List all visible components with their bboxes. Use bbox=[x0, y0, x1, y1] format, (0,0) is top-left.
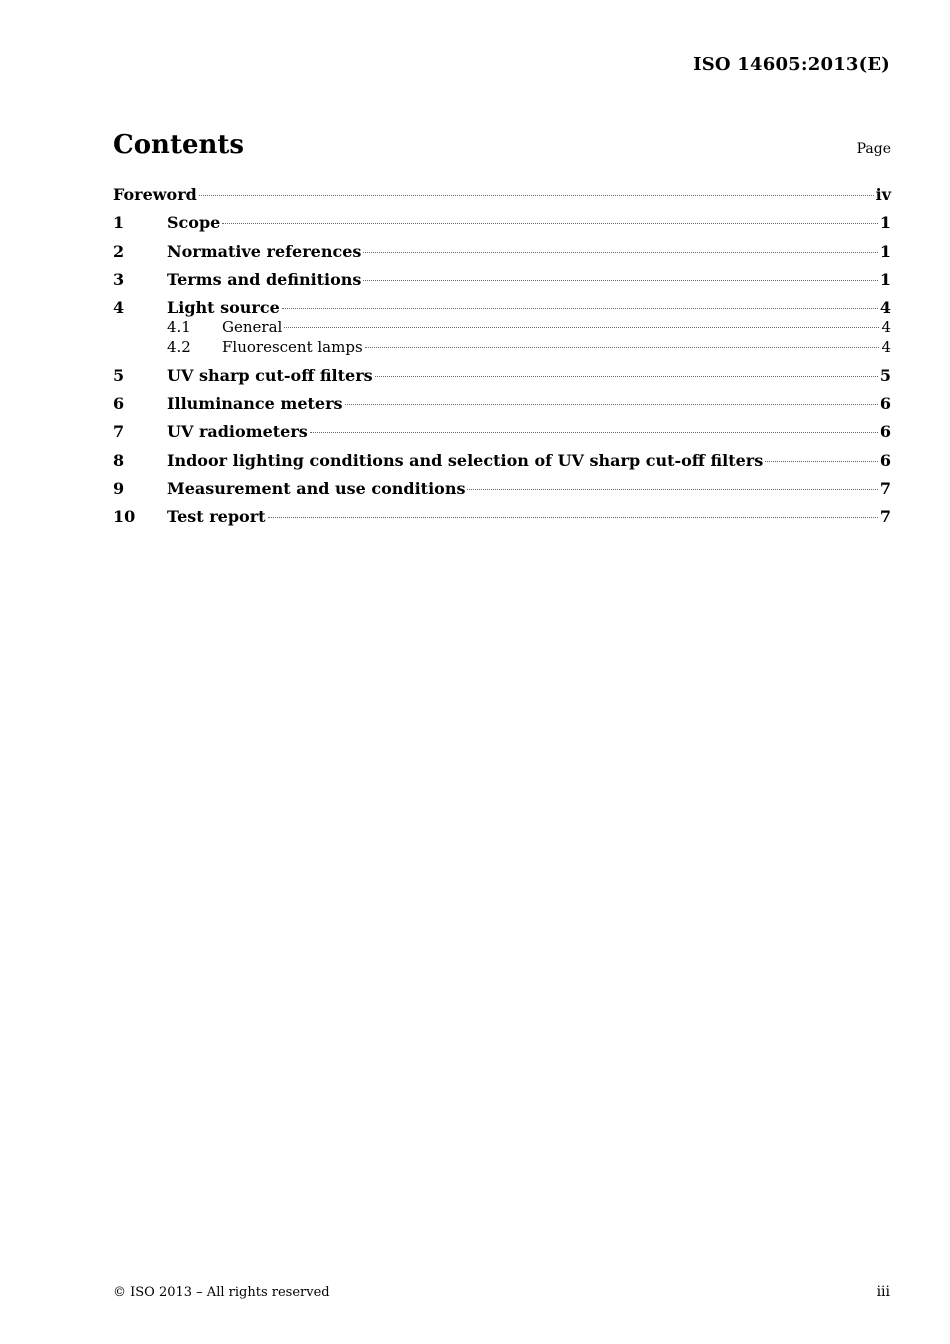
toc-entry-title: General bbox=[222, 318, 283, 337]
toc-entry-number: 4.2 bbox=[167, 337, 191, 356]
document-id: ISO 14605:2013(E) bbox=[693, 54, 890, 75]
toc-entry-number: 8 bbox=[113, 450, 125, 470]
toc-entry-title: Measurement and use conditions bbox=[167, 478, 466, 498]
toc-entry-uv-sharp-cut-off-filters[interactable] bbox=[113, 366, 891, 394]
dot-leader bbox=[199, 195, 874, 196]
toc-entry-title: Normative references bbox=[167, 241, 362, 261]
contents-header bbox=[113, 130, 891, 160]
page-number: iii bbox=[876, 1284, 890, 1300]
copyright-notice: © ISO 2013 – All rights reserved bbox=[113, 1285, 330, 1300]
toc-entry-foreword[interactable] bbox=[113, 185, 891, 213]
toc-entry-illuminance-meters[interactable] bbox=[113, 394, 891, 422]
toc-entry-number: 5 bbox=[113, 365, 125, 385]
dot-leader bbox=[345, 404, 878, 405]
dot-leader bbox=[282, 308, 878, 309]
toc-entry-scope[interactable] bbox=[113, 213, 891, 241]
toc-entry-title: Foreword bbox=[113, 185, 197, 204]
toc-subentry-general[interactable] bbox=[113, 318, 891, 338]
toc-entry-page: 7 bbox=[879, 478, 891, 498]
toc-entry-number: 4 bbox=[113, 298, 125, 318]
toc-entry-terms-and-definitions[interactable] bbox=[113, 270, 891, 298]
toc-entry-number: 10 bbox=[113, 507, 136, 527]
toc-entry-title: Scope bbox=[167, 213, 221, 233]
toc-entry-page: 6 bbox=[879, 422, 891, 442]
toc-entry-uv-radiometers[interactable] bbox=[113, 422, 891, 450]
toc-entry-page: 1 bbox=[879, 213, 891, 233]
dot-leader bbox=[467, 489, 877, 490]
dot-leader bbox=[365, 347, 880, 348]
toc-entry-title: Fluorescent lamps bbox=[222, 337, 363, 356]
dot-leader bbox=[222, 223, 878, 224]
dot-leader bbox=[363, 252, 877, 253]
toc-entry-title: UV sharp cut-off filters bbox=[167, 365, 373, 385]
toc-entry-page: 4 bbox=[881, 318, 891, 337]
toc-entry-number: 1 bbox=[113, 213, 125, 233]
table-of-contents bbox=[113, 185, 891, 535]
toc-entry-page: 4 bbox=[881, 337, 891, 356]
toc-entry-test-report[interactable] bbox=[113, 507, 891, 535]
toc-entry-number: 6 bbox=[113, 393, 125, 413]
toc-entry-page: 6 bbox=[879, 450, 891, 470]
toc-entry-title: Test report bbox=[167, 507, 266, 527]
toc-subentry-fluorescent-lamps[interactable] bbox=[113, 338, 891, 366]
toc-entry-number: 9 bbox=[113, 478, 125, 498]
toc-entry-page: iv bbox=[875, 185, 891, 204]
page-column-label: Page bbox=[856, 141, 891, 157]
toc-entry-title: Light source bbox=[167, 298, 280, 318]
contents-title: Contents bbox=[113, 130, 245, 160]
toc-entry-title: UV radiometers bbox=[167, 422, 308, 442]
toc-entry-title: Indoor lighting conditions and selection of UV sharp cut-off filters bbox=[167, 450, 764, 470]
dot-leader bbox=[765, 461, 878, 462]
toc-entry-number: 7 bbox=[113, 422, 125, 442]
toc-entry-number: 2 bbox=[113, 241, 125, 261]
toc-entry-page: 1 bbox=[879, 269, 891, 289]
toc-entry-page: 4 bbox=[879, 298, 891, 318]
toc-entry-page: 5 bbox=[879, 365, 891, 385]
toc-entry-number: 4.1 bbox=[167, 318, 191, 337]
toc-entry-title: Terms and definitions bbox=[167, 269, 362, 289]
dot-leader bbox=[363, 280, 877, 281]
dot-leader bbox=[284, 327, 879, 328]
dot-leader bbox=[375, 376, 878, 377]
toc-entry-title: Illuminance meters bbox=[167, 393, 343, 413]
toc-entry-page: 6 bbox=[879, 393, 891, 413]
toc-entry-page: 1 bbox=[879, 241, 891, 261]
toc-entry-number: 3 bbox=[113, 269, 125, 289]
toc-entry-measurement-and-use-conditions[interactable] bbox=[113, 479, 891, 507]
dot-leader bbox=[310, 432, 878, 433]
toc-entry-page: 7 bbox=[879, 507, 891, 527]
toc-entry-light-source[interactable] bbox=[113, 298, 891, 318]
toc-entry-indoor-lighting-conditions[interactable] bbox=[113, 451, 891, 479]
toc-entry-normative-references[interactable] bbox=[113, 242, 891, 270]
dot-leader bbox=[268, 517, 878, 518]
